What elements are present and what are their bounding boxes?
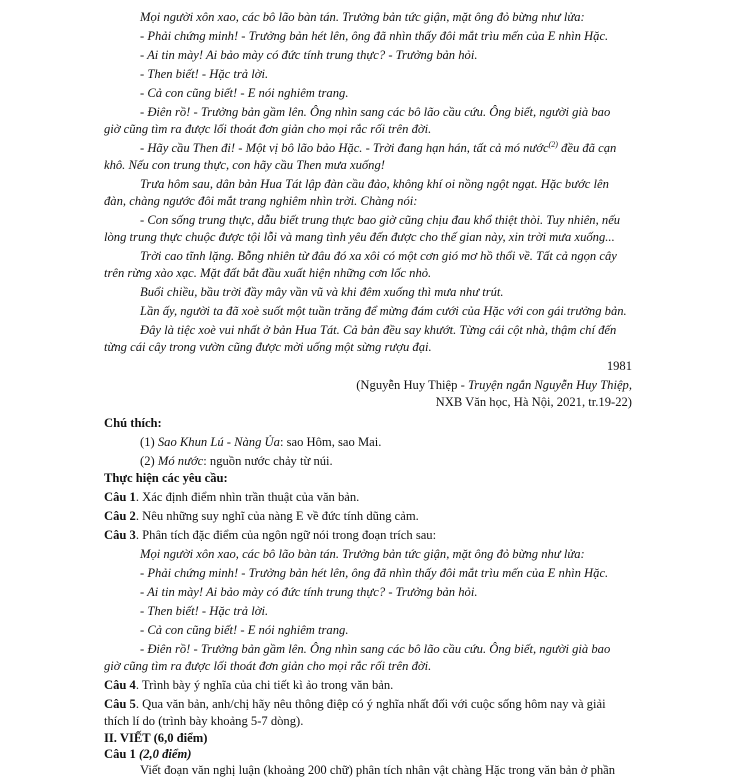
story-paragraph: lòng trung thực chuộc được tội lỗi và mang tình yêu đến được cho thế gian này, xin trời mưa xuống... (104, 230, 615, 244)
question-2 (104, 508, 419, 525)
note-term: Sao Khun Lú - Nàng Ủa (157, 435, 280, 449)
question-text: . Phân tích đặc điểm của ngôn ngữ nói trong đoạn trích sau: (135, 528, 437, 542)
source-work: Truyện ngắn Nguyễn Huy Thiệp, (467, 378, 632, 392)
writing-heading: II. VIẾT (6,0 điểm) (104, 731, 208, 745)
story-paragraph: từng cái cây trong vườn cũng được mời uống một sừng rượu đại. (104, 340, 432, 354)
question-text: . Qua văn bản, anh/chị hãy nêu thông điệp có ý nghĩa nhất đối với cuộc sống hôm nay và giải (135, 697, 606, 711)
story-paragraph: giờ cũng tìm ra được lối thoát đơn giản cho mọi rắc rối trên đời. (104, 122, 432, 136)
question-5-continued: thích lí do (trình bày khoảng 5-7 dòng). (104, 714, 304, 728)
story-paragraph: Trời cao tĩnh lặng. Bỗng nhiên từ đâu đó xa xôi có một cơn gió mơ hồ thổi về. Tất cả ngọn cây (140, 249, 617, 263)
story-paragraph: đàn, chàng ngước đôi mắt trang nghiêm nhìn trời. Chàng nói: (104, 194, 418, 208)
quote-paragraph: - Ai tin mày! Ai bảo mày có đức tính trung thực? - Trưởng bản hỏi. (140, 585, 478, 599)
story-paragraph: Lần ấy, người ta đã xoè suốt một tuần trăng để mừng đám cưới của Hặc với con gái trưởng bản. (140, 304, 627, 318)
quote-paragraph: Mọi người xôn xao, các bô lão bàn tán. Trưởng bản tức giận, mặt ông đỏ bừng như lửa: (140, 547, 585, 561)
notes-heading: Chú thích: (104, 416, 162, 430)
source-publisher: NXB Văn học, Hà Nội, 2021, tr.19-22) (435, 395, 632, 409)
question-points: (2,0 điểm) (139, 747, 192, 761)
story-paragraph: Trưa hôm sau, dân bản Hua Tát lập đàn cầu đảo, không khí oi nồng ngột ngạt. Hặc bước lên (140, 177, 609, 191)
story-paragraph (140, 140, 616, 157)
story-paragraph: - Ai tin mày! Ai bảo mày có đức tính trung thực? - Trưởng bản hỏi. (140, 48, 478, 62)
story-paragraph: khô. Nếu con trung thực, con hãy cầu Then mưa xuống! (104, 158, 385, 172)
story-paragraph: - Then biết! - Hặc trả lời. (140, 67, 269, 81)
question-label: Câu 2 (104, 509, 136, 523)
question-text: . Nêu những suy nghĩ của nàng E về đức tính dũng cảm. (135, 509, 419, 523)
question-4 (104, 677, 393, 694)
quote-paragraph: - Phải chứng minh! - Trưởng bản hét lên, ông đã nhìn thấy đôi mắt trìu mến của E nhìn Hặc. (140, 566, 609, 580)
note-definition: : nguồn nước chảy từ núi. (203, 454, 333, 468)
note-term: Mó nước (157, 454, 204, 468)
writing-question-1 (104, 746, 191, 763)
note-definition: : sao Hôm, sao Mai. (279, 435, 382, 449)
question-label: Câu 1 (104, 747, 139, 761)
question-text: . Xác định điểm nhìn trần thuật của văn bản. (135, 490, 360, 504)
story-paragraph: - Con sống trung thực, dẫu biết trung thực bao giờ cũng chịu đau khổ thiệt thòi. Tuy nhiên, nếu (140, 213, 621, 227)
story-paragraph: - Điên rồ! - Trưởng bản gầm lên. Ông nhìn sang các bô lão cầu cứu. Ông biết, người già bao (140, 105, 611, 119)
story-paragraph: Buổi chiều, bầu trời đầy mây vần vũ và khi đêm xuống thì mưa như trút. (140, 285, 504, 299)
question-label: Câu 3 (104, 528, 136, 542)
quote-paragraph: - Điên rồ! - Trưởng bản gầm lên. Ông nhìn sang các bô lão cầu cứu. Ông biết, người già bao (140, 642, 611, 656)
story-paragraph: - Phải chứng minh! - Trưởng bản hét lên, ông đã nhìn thấy đôi mắt trìu mến của E nhìn Hặc. (140, 29, 609, 43)
quote-paragraph: - Then biết! - Hặc trả lời. (140, 604, 269, 618)
source-author: (Nguyễn Huy Thiệp - (356, 378, 468, 392)
story-paragraph: Mọi người xôn xao, các bô lão bàn tán. Trưởng bản tức giận, mặt ông đỏ bừng như lửa: (140, 10, 585, 24)
story-text: đều đã cạn (557, 141, 617, 155)
footnote-ref: (2) (548, 139, 558, 149)
story-text: - Hãy cầu Then đi! - Một vị bô lão bảo Hặc. - Trời đang hạn hán, tất cả mó nước (140, 141, 549, 155)
quote-paragraph: giờ cũng tìm ra được lối thoát đơn giản cho mọi rắc rối trên đời. (104, 659, 432, 673)
quote-paragraph: - Cả con cũng biết! - E nói nghiêm trang. (140, 623, 349, 637)
writing-question-1-text: Viết đoạn văn nghị luận (khoảng 200 chữ) phân tích nhân vật chàng Hặc trong văn bản ở phần (140, 763, 616, 777)
source-citation (356, 377, 632, 394)
question-label: Câu 4 (104, 678, 136, 692)
question-1 (104, 489, 359, 506)
question-label: Câu 1 (104, 490, 136, 504)
source-year: 1981 (606, 359, 632, 373)
story-paragraph: - Cả con cũng biết! - E nói nghiêm trang. (140, 86, 349, 100)
story-paragraph: trên rừng xào xạc. Mặt đất bắt đầu xuất hiện những cơn lốc nhỏ. (104, 266, 432, 280)
question-5 (104, 696, 606, 713)
note-item (140, 453, 333, 470)
note-number: (1) (140, 435, 158, 449)
story-paragraph: Đây là tiệc xoè vui nhất ở bản Hua Tát. Cả bản đều say khướt. Từng cái cột nhà, thậm chí đến (140, 323, 617, 337)
note-number: (2) (140, 454, 158, 468)
question-label: Câu 5 (104, 697, 136, 711)
note-item (140, 434, 381, 451)
tasks-heading: Thực hiện các yêu cầu: (104, 471, 228, 485)
question-3 (104, 527, 436, 544)
question-text: . Trình bày ý nghĩa của chi tiết kì ảo trong văn bản. (135, 678, 394, 692)
